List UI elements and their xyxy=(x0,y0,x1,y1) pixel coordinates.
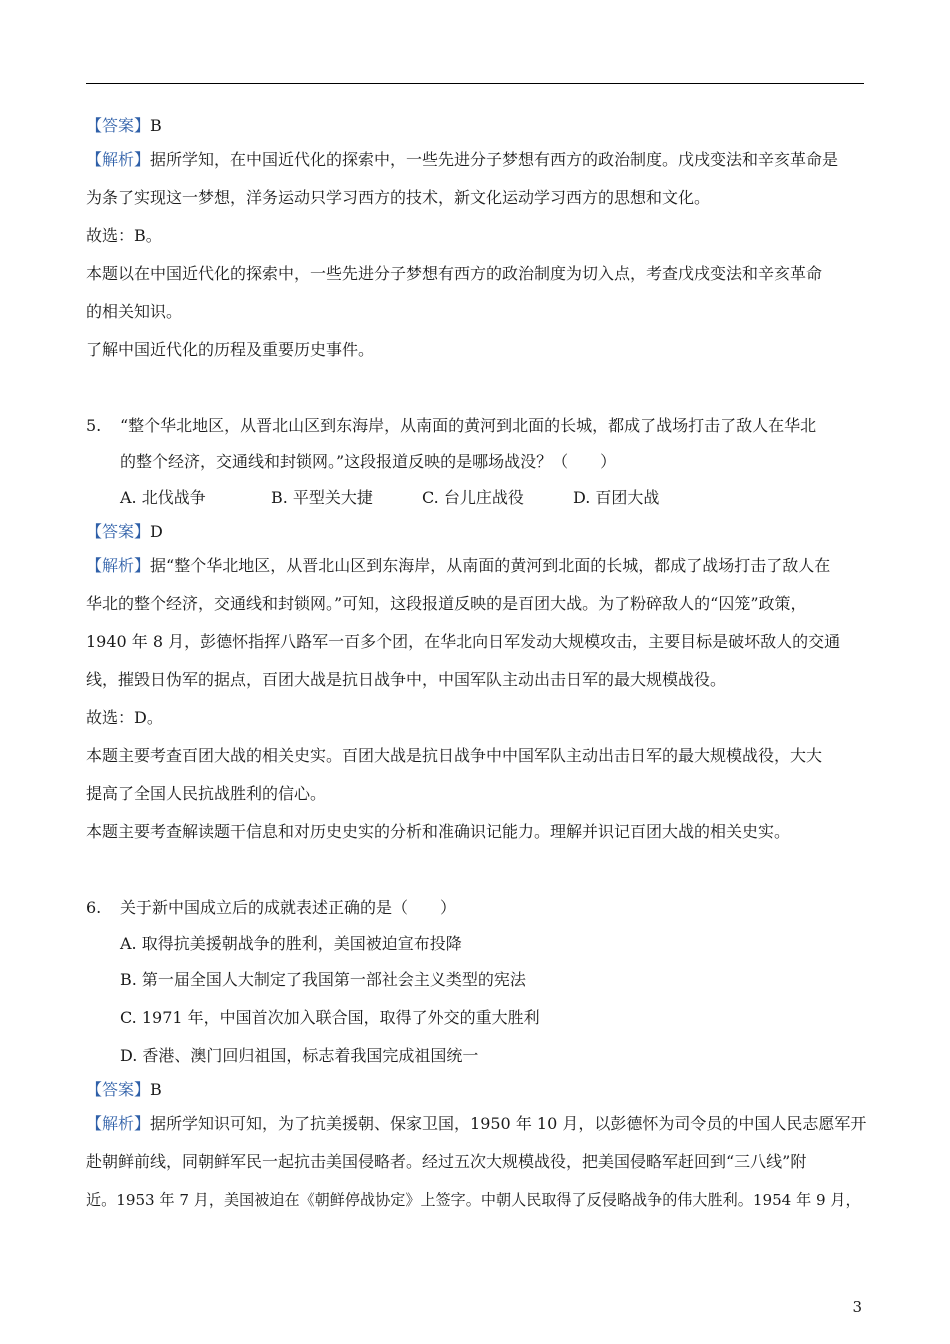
q5-option-b: B. 平型关大捷 xyxy=(271,488,373,507)
q6-analysis-line-1: 【解析】据所学知识可知，为了抗美援朝、保家卫国，1950 年 10 月，以彭德怀为司令员的中国人民志愿军开 xyxy=(86,1114,867,1133)
q5-answer: 【答案】D xyxy=(86,522,163,541)
q4-analysis-line-1: 【解析】据所学知，在中国近代化的探索中，一些先进分子梦想有西方的政治制度。戊戌变法和辛亥革命是 xyxy=(86,150,839,169)
q5-number: 5. xyxy=(86,416,102,435)
q4-choose: 故选：B。 xyxy=(86,226,162,245)
q5-option-a: A. 北伐战争 xyxy=(120,488,206,507)
q6-stem: 6. 关于新中国成立后的成就表述正确的是（ ） xyxy=(86,889,866,927)
q4-point-line-2: 的相关知识。 xyxy=(86,302,183,321)
q5-choose: 故选：D。 xyxy=(86,708,163,727)
q4-answer: 【答案】B xyxy=(86,116,162,135)
analysis-tag: 【解析】 xyxy=(86,556,151,575)
q5-point-line-1: 本题主要考查百团大战的相关史实。百团大战是抗日战争中中国军队主动出击日军的最大规模战役，大大 xyxy=(86,746,823,765)
q4-comment: 了解中国近代化的历程及重要历史事件。 xyxy=(86,340,375,359)
q5-stem-line-1: 5. “整个华北地区，从晋北山区到东海岸，从南面的黄河到北面的长城，都成了战场打击了敌人在华北 xyxy=(86,407,866,445)
q5-stem-line-2: 的整个经济，交通线和封锁网。”这段报道反映的是哪场战没？（ ） xyxy=(120,452,617,471)
q6-number: 6. xyxy=(86,898,102,917)
q5-comment: 本题主要考查解读题干信息和对历史史实的分析和准确识记能力。理解并识记百团大战的相关史实。 xyxy=(86,822,791,841)
q6-answer: 【答案】B xyxy=(86,1080,162,1099)
q5-analysis-line-2: 华北的整个经济，交通线和封锁网。”可知，这段报道反映的是百团大战。为了粉碎敌人的“囚笼”政策， xyxy=(86,594,807,613)
answer-tag: 【答案】 xyxy=(86,1080,151,1099)
q5-analysis-line-3: 1940 年 8 月，彭德怀指挥八路军一百多个团，在华北向日军发动大规模攻击，主要目标是破坏敌人的交通 xyxy=(86,632,841,651)
q5-analysis-line-4: 线，摧毁日伪军的据点，百团大战是抗日战争中，中国军队主动出击日军的最大规模战役。 xyxy=(86,670,727,689)
analysis-tag: 【解析】 xyxy=(86,1114,151,1133)
q5-analysis-line-1: 【解析】据“整个华北地区，从晋北山区到东海岸，从南面的黄河到北面的长城，都成了战场打击了敌人在 xyxy=(86,556,831,575)
analysis-tag: 【解析】 xyxy=(86,150,151,169)
q6-analysis-line-2: 赴朝鲜前线，同朝鲜军民一起抗击美国侵略者。经过五次大规模战役，把美国侵略军赶回到“三八线”附 xyxy=(86,1152,807,1171)
q6-option-b: B. 第一届全国人大制定了我国第一部社会主义类型的宪法 xyxy=(120,970,526,989)
q6-option-c: C. 1971 年，中国首次加入联合国，取得了外交的重大胜利 xyxy=(120,1008,540,1027)
q4-point-line-1: 本题以在中国近代化的探索中，一些先进分子梦想有西方的政治制度为切入点，考查戊戌变法和辛亥革命 xyxy=(86,264,823,283)
q5-options xyxy=(86,479,900,517)
answer-tag: 【答案】 xyxy=(86,116,151,135)
q5-option-d: D. 百团大战 xyxy=(573,488,660,507)
q5-point-line-2: 提高了全国人民抗战胜利的信心。 xyxy=(86,784,327,803)
page-number: 3 xyxy=(852,1298,862,1316)
q6-option-d: D. 香港、澳门回归祖国，标志着我国完成祖国统一 xyxy=(120,1046,479,1065)
header-rule xyxy=(86,83,864,84)
q5-option-c: C. 台儿庄战役 xyxy=(422,488,524,507)
q4-analysis-line-2: 为条了实现这一梦想，洋务运动只学习西方的技术，新文化运动学习西方的思想和文化。 xyxy=(86,188,711,207)
q6-option-a: A. 取得抗美援朝战争的胜利，美国被迫宣布投降 xyxy=(120,934,462,953)
answer-tag: 【答案】 xyxy=(86,522,151,541)
q6-analysis-line-3: 近。1953 年 7 月，美国被迫在《朝鲜停战协定》上签字。中朝人民取得了反侵略战争的伟大胜利。1954 年 9 月， xyxy=(86,1191,861,1209)
